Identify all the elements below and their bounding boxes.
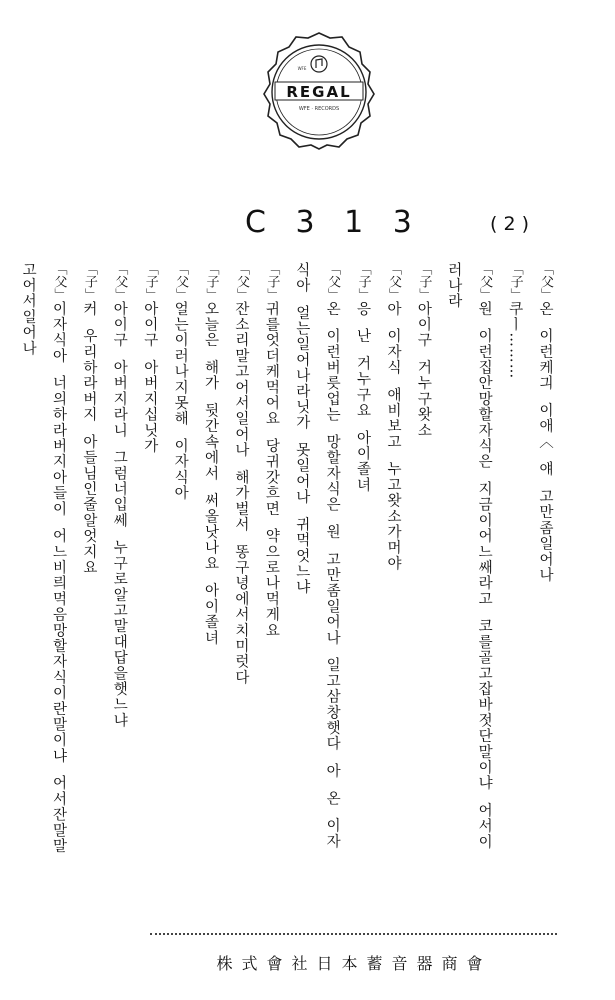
lyric-text: 응 난 거누구요 아이졸녀 bbox=[354, 301, 371, 493]
speaker-label: 「父」 bbox=[538, 262, 553, 301]
lyric-line bbox=[286, 262, 316, 927]
publisher-name: 株式會社日本蓄音器商會 bbox=[216, 954, 492, 973]
lyric-text: 아이구 아버지라니 그럼너입쎄 누구로알고말대답을햇느냐 bbox=[111, 301, 128, 729]
lyric-line bbox=[226, 262, 256, 927]
lyric-line bbox=[438, 262, 468, 927]
lyric-text: 아이구 거누구왓소 bbox=[415, 301, 432, 439]
lyrics-body bbox=[20, 262, 560, 927]
lyric-text: 아 이자식 애비보고 누고왓소가머야 bbox=[384, 301, 401, 572]
lyric-text: 온 이런버릇업는 망할자식은 원 고만좀일어나 일고삼창햇다 아 온 이자 bbox=[324, 301, 341, 850]
logo-brand: REGAL bbox=[286, 83, 352, 101]
regal-logo bbox=[259, 30, 379, 150]
speaker-label: 「父」 bbox=[477, 262, 493, 301]
lyric-text: 잔소리말고어서일어나 해가벌서 똥구녕에서치미럿다 bbox=[232, 301, 249, 686]
lyric-line bbox=[347, 262, 377, 927]
speaker-label: 「子」 bbox=[355, 262, 371, 301]
lyric-line bbox=[165, 262, 195, 927]
lyric-line bbox=[408, 262, 438, 927]
lyric-text: 얼는이러나지못해 이자식아 bbox=[172, 301, 189, 502]
regal-logo-emblem bbox=[259, 30, 379, 150]
lyric-text: 이자식아 너의하라버지아들이 어느비릐먹음망할자식이란말이냐 어서잔말말 bbox=[50, 301, 67, 854]
lyric-text: 고어서일어나 bbox=[20, 262, 37, 357]
lyric-text: 쿠ㅣ……… bbox=[506, 301, 523, 380]
lyric-line bbox=[134, 262, 164, 927]
lyric-text: 아이구 아버지십닛가 bbox=[141, 301, 158, 454]
footer-divider bbox=[150, 933, 557, 935]
lyric-line bbox=[317, 262, 347, 927]
lyric-text: 온 이런케긔 이애〈 얘 고만좀일어나 bbox=[537, 301, 553, 583]
speaker-label: 「子」 bbox=[81, 262, 97, 301]
speaker-label: 「父」 bbox=[385, 262, 401, 301]
speaker-label: 「父」 bbox=[173, 262, 189, 301]
lyric-text: 식아 얼는일어나라닛가 못일어나 귀먹엇느냐 bbox=[293, 262, 310, 596]
speaker-label: 「子」 bbox=[203, 262, 219, 301]
speaker-label: 「子」 bbox=[507, 262, 523, 301]
lyric-line bbox=[499, 262, 529, 927]
lyric-line bbox=[530, 262, 560, 927]
lyric-text: 원 이런집안망할자식은 지금이어느쌔라고 코를골고잡바젓단말이냐 어서이 bbox=[476, 301, 493, 850]
lyric-line bbox=[469, 262, 499, 927]
speaker-label: 「父」 bbox=[325, 262, 341, 301]
lyric-line bbox=[378, 262, 408, 927]
svg-text:WFE: WFE bbox=[297, 66, 307, 71]
speaker-label: 「父」 bbox=[112, 262, 128, 301]
lyric-text: 커 우리하라버지 아들님인줄알엇지요 bbox=[80, 301, 97, 576]
lyric-text: 오늘은 해가 뒷간속에서 써올낫나요 아이졸녀 bbox=[202, 301, 219, 646]
speaker-label: 「子」 bbox=[416, 262, 432, 301]
speaker-label: 「子」 bbox=[142, 262, 158, 301]
speaker-label: 「父」 bbox=[233, 262, 249, 301]
catalog-number: C 3 1 3 bbox=[245, 205, 422, 240]
lyric-line bbox=[104, 262, 134, 927]
speaker-label: 「子」 bbox=[264, 262, 280, 301]
logo-small-text: WFE · RECORDS bbox=[298, 106, 340, 112]
speaker-label: 「父」 bbox=[51, 262, 67, 301]
lyric-line bbox=[256, 262, 286, 927]
lyric-text: 귀를엇더케먹어요 당귀갓흐면 약으로나먹게요 bbox=[263, 301, 280, 639]
page-number: ( 2 ) bbox=[490, 213, 529, 235]
lyric-line bbox=[74, 262, 104, 927]
lyric-text: 러나라 bbox=[445, 262, 462, 310]
lyric-line bbox=[195, 262, 225, 927]
lyric-line bbox=[43, 262, 73, 927]
lyric-line bbox=[13, 262, 43, 927]
